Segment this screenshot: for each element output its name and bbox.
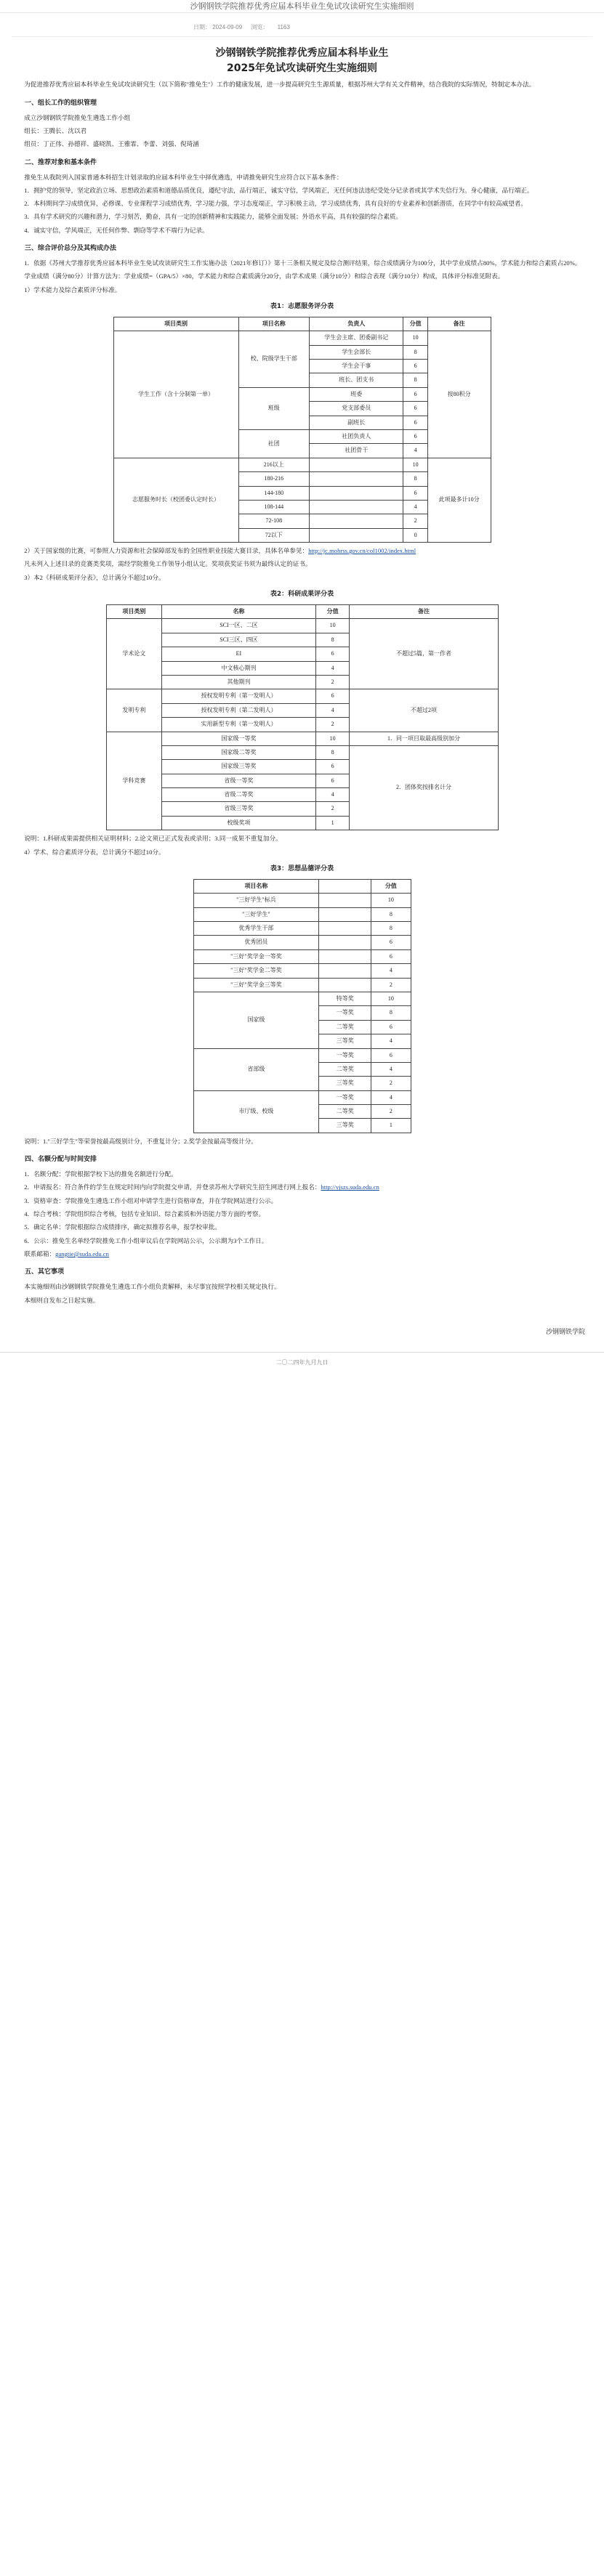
t1-cell: 0 — [403, 528, 427, 542]
note-3: 说明：1.科研成果需提供相关证明材料；2.论文须已正式发表或录用；3.同一成果不重复加分。 — [24, 835, 282, 843]
t1-cell: 社团负责人 — [310, 430, 403, 444]
t3-cell — [319, 907, 371, 921]
t3-cell: 6 — [371, 936, 411, 949]
t1-cell: 学生会干事 — [310, 360, 403, 373]
t1-cell — [310, 500, 403, 514]
section-4-heading: 四、名额分配与时间安排 — [25, 1156, 97, 1164]
t2-cell: SCI一区、二区 — [162, 619, 315, 633]
t2-cell: 中文核心期刊 — [162, 661, 315, 675]
t1-cell: 按80积分 — [427, 331, 491, 458]
t1-cell: 副班长 — [310, 416, 403, 429]
t3-cell: "三好"奖学金二等奖 — [193, 964, 319, 978]
t1-cell: 10 — [403, 331, 427, 345]
t3-cell — [319, 949, 371, 963]
t1-cell: 社团骨干 — [310, 444, 403, 458]
t2-cell: 2 — [315, 718, 350, 732]
t3-cell — [319, 922, 371, 936]
t1-cell: 72-108 — [238, 514, 309, 528]
t3-cell: 8 — [371, 1006, 411, 1020]
t2-cell: 8 — [315, 633, 350, 647]
t2-row — [106, 619, 498, 633]
meta-views: 1163 — [277, 24, 290, 31]
t2-cell: 8 — [315, 745, 350, 759]
t1-cell: 班级 — [238, 387, 309, 429]
s4-p4: 4．综合考核：学院组织综合考核，包括专业知识、综合素质和外语能力等方面的考察。 — [24, 1210, 265, 1218]
t1-cell: 72以下 — [238, 528, 309, 542]
t3-row — [193, 964, 411, 978]
t2-cell: 2 — [315, 675, 350, 689]
contact-label: 联系邮箱： — [24, 1249, 56, 1257]
t1-cell: 4 — [403, 444, 427, 458]
document-title — [12, 46, 592, 76]
t2-cell: 6 — [315, 774, 350, 787]
t3-cell: 6 — [371, 1048, 411, 1062]
t2-row — [106, 732, 498, 745]
t2-header-row — [106, 605, 498, 619]
t3-cell: 三等奖 — [319, 1119, 371, 1133]
t2-cell: 实用新型专利（第一发明人） — [162, 718, 315, 732]
t1-cell: 班长、团支书 — [310, 373, 403, 387]
t1-cell: 6 — [403, 402, 427, 416]
mohrss-link[interactable]: http://jc.mohrss.gov.cn/col1002/index.html — [308, 547, 416, 555]
t2-header-cell: 分值 — [315, 605, 350, 619]
note-4: 说明：1."三好学生"等荣誉按最高级别计分，不重复计分；2.奖学金按最高等级计分。 — [24, 1137, 257, 1145]
t3-row — [193, 1090, 411, 1104]
s4-p2 — [12, 1183, 592, 1192]
t3-row — [193, 936, 411, 949]
t1-cell: 校、院级学生干部 — [238, 331, 309, 388]
t1-header-cell: 项目类别 — [113, 317, 238, 331]
t1-cell: 6 — [403, 360, 427, 373]
note-1-text: 2）关于国家级的比赛，可参照人力资源和社会保障部发布的全国性职业技能大赛目录，具体名单参见： — [24, 547, 309, 555]
t2-cell: 省级一等奖 — [162, 774, 315, 787]
t1-cell: 学生会主席、团委副书记 — [310, 331, 403, 345]
t3-cell: "三好"奖学金三等奖 — [193, 978, 319, 992]
t2-cell: 不超过2项 — [350, 689, 498, 732]
title-line-1: 沙钢钢铁学院推荐优秀应届本科毕业生 — [215, 47, 389, 60]
s1-p2: 组长：王腾长、沈以君 — [24, 126, 87, 134]
t1-cell: 10 — [403, 458, 427, 471]
s2-p2: 1．拥护党的领导，坚定政治立场、思想政治素质和道德品质优良，遵纪守法，品行端正，诚实守信，学风端正，无任何违法违纪受处分记录者或其学术失信行为。身心健康，品行端正。 — [24, 186, 533, 194]
t3-cell: 二等奖 — [319, 1062, 371, 1076]
t3-row — [193, 978, 411, 992]
t3-cell: 优秀团员 — [193, 936, 319, 949]
t2-cell: 4 — [315, 703, 350, 717]
s5-p1: 本实施细则由沙钢钢铁学院推免生遴选工作小组负责解释，未尽事宜按照学校相关规定执行。 — [24, 1283, 281, 1291]
t2-cell: 6 — [315, 689, 350, 703]
t2-cell: 4 — [315, 788, 350, 802]
t2-cell: 国家级二等奖 — [162, 745, 315, 759]
t3-row — [193, 992, 411, 1005]
t3-row — [193, 949, 411, 963]
t2-cell: EI — [162, 647, 315, 661]
s3-p1: 1．依据《苏州大学推荐优秀应届本科毕业生免试攻读研究生工作实施办法（2021年修订）》第十三条相关规定及综合测评结果，综合成绩满分为100分，其中学业成绩占80%，学术能力和综合素质占20%。 — [24, 259, 581, 267]
t1-header-cell: 项目名称 — [238, 317, 309, 331]
s4-p6: 6．公示：推免生名单经学院推免工作小组审议后在学院网站公示，公示期为3个工作日。 — [24, 1236, 268, 1244]
issuing-org: 沙钢钢铁学院 — [545, 1327, 585, 1335]
article-meta — [12, 23, 592, 37]
page-footer: 二〇二四年九月九日 — [0, 1352, 604, 1374]
s3-p2: 学业成绩（满分80分）计算方法为：学业成绩=（GPA/5）×80，学术能力和综合素质满分20分，由学术成果（满分10分）和综合表现（满分10分）构成，具体评分标准见附表。 — [24, 272, 504, 280]
t1-header-cell: 负责人 — [310, 317, 403, 331]
t1-cell: 社团 — [238, 430, 309, 458]
t1-cell: 6 — [403, 416, 427, 429]
t3-cell: 二等奖 — [319, 1105, 371, 1119]
t1-header-cell: 备注 — [427, 317, 491, 331]
section-3-heading: 三、综合评价总分及其构成办法 — [25, 245, 117, 253]
t3-cell: 4 — [371, 964, 411, 978]
t1-cell: 党支部委员 — [310, 402, 403, 416]
t2-header-cell: 项目类别 — [106, 605, 162, 619]
t3-cell: 4 — [371, 1090, 411, 1104]
s4-p1: 1．名额分配：学院根据学校下达的推免名额进行分配。 — [24, 1170, 177, 1178]
t3-cell: 4 — [371, 1034, 411, 1048]
t3-row — [193, 894, 411, 907]
t1-cell: 4 — [403, 500, 427, 514]
t3-cell: 二等奖 — [319, 1020, 371, 1034]
t2-cell: 不超过5篇，第一作者 — [350, 619, 498, 689]
page-top-title: 沙钢钢铁学院推荐优秀应届本科毕业生免试攻读研究生实施细则 — [0, 0, 604, 13]
t2-cell: 国家级三等奖 — [162, 760, 315, 774]
t2-cell: 授权发明专利（第二发明人） — [162, 703, 315, 717]
s2-p1: 推免生从我院列入国家普通本科招生计划录取的应届本科毕业生中择优遴选，申请推免研究生应符合以下基本条件： — [24, 173, 343, 181]
t3-cell: 10 — [371, 992, 411, 1005]
t1-cell — [310, 528, 403, 542]
table-3-title: 表3：思想品德评分表 — [270, 864, 334, 872]
t1-cell: 学生会部长 — [310, 345, 403, 359]
t1-row — [113, 458, 491, 471]
t3-header-cell: 分值 — [371, 879, 411, 893]
t2-cell: 其他期刊 — [162, 675, 315, 689]
t1-cell: 此项最多计10分 — [427, 458, 491, 542]
t3-row — [193, 922, 411, 936]
t2-cell: 4 — [315, 661, 350, 675]
t3-cell — [319, 894, 371, 907]
t1-row — [113, 331, 491, 345]
t2-cell: 10 — [315, 619, 350, 633]
t1-header-row — [113, 317, 491, 331]
article-page — [0, 23, 604, 1337]
t3-cell: 一等奖 — [319, 1048, 371, 1062]
s4-p2-text: 2．申请报名：符合条件的学生在规定时间内向学院提交申请，并登录苏州大学研究生招生网进行网上报名： — [24, 1183, 321, 1191]
t1-cell: 8 — [403, 345, 427, 359]
t2-row — [106, 689, 498, 703]
s4-p3: 3．资格审查：学院推免生遴选工作小组对申请学生进行资格审查，并在学院网站进行公示。 — [24, 1196, 278, 1204]
t1-cell: 班委 — [310, 387, 403, 401]
t2-row — [106, 745, 498, 759]
t2-cell: 2 — [315, 802, 350, 816]
s2-p4: 3．具有学术研究的兴趣和潜力，学习刻苦，勤奋，具有一定的创新精神和实践能力，能够全面发展；外语水平高，具有较强的综合素质。 — [24, 213, 403, 221]
t3-header-cell: 项目名称 — [193, 879, 319, 893]
section-5-heading: 五、其它事项 — [25, 1268, 65, 1276]
t1-cell — [310, 472, 403, 486]
s5-p2: 本细则自发布之日起实施。 — [24, 1296, 100, 1304]
meta-views-label: 浏览： — [251, 24, 269, 31]
research-score-table — [106, 604, 499, 830]
t2-cell: 1．同一项目取最高级别加分 — [350, 732, 498, 745]
t2-cell: 6 — [315, 647, 350, 661]
s4-p5: 5．确定名单：学院根据综合成绩排序，确定拟推荐名单，报学校审批。 — [24, 1223, 221, 1231]
note-1 — [12, 546, 592, 556]
t3-cell: 6 — [371, 949, 411, 963]
yjszs-link[interactable]: http://yjszs.suda.edu.cn — [321, 1183, 379, 1191]
volunteer-score-table — [113, 317, 491, 543]
t3-cell: 优秀学生干部 — [193, 922, 319, 936]
t1-cell: 8 — [403, 472, 427, 486]
section-2-heading: 二、推荐对象和基本条件 — [25, 158, 97, 166]
t3-cell: 2 — [371, 1077, 411, 1090]
t2-cell: 2．团体奖按排名计分 — [350, 745, 498, 830]
t3-cell: 国家级 — [193, 992, 319, 1048]
t2-cell: 10 — [315, 732, 350, 745]
t3-cell: 省部级 — [193, 1048, 319, 1090]
moral-score-table — [193, 879, 411, 1133]
t3-cell: 10 — [371, 894, 411, 907]
t3-cell: 一等奖 — [319, 1090, 371, 1104]
t3-header-row — [193, 879, 411, 893]
t2-cell: 6 — [315, 760, 350, 774]
email-link[interactable]: gangtie@suda.edu.cn — [55, 1249, 109, 1257]
t2-header-cell: 备注 — [350, 605, 498, 619]
title-line-2: 2025年免试攻读研究生实施细则 — [227, 62, 377, 75]
s2-p5: 4．诚实守信，学风端正，无任何作弊、剽窃等学术不端行为记录。 — [24, 226, 209, 234]
t3-cell — [319, 964, 371, 978]
t1-cell: 8 — [403, 373, 427, 387]
table-2-title: 表2：科研成果评分表 — [270, 591, 334, 599]
t2-cell: 校级奖项 — [162, 816, 315, 830]
t3-cell: 一等奖 — [319, 1006, 371, 1020]
s2-p3: 2．本科期间学习成绩优异，必修课、专业课程学习成绩优秀，学习能力强，学习态度端正，学习积极主动，学习成绩优秀，具有良好的专业素养和创新潜质，在同学中有较高威望者。 — [24, 200, 527, 208]
t2-cell: SCI三区、四区 — [162, 633, 315, 647]
t3-cell: 1 — [371, 1119, 411, 1133]
t1-cell — [310, 514, 403, 528]
t1-cell: 216以上 — [238, 458, 309, 471]
t3-cell: 三等奖 — [319, 1077, 371, 1090]
t2-cell: 授权发明专利（第一发明人） — [162, 689, 315, 703]
t2-cell: 1 — [315, 816, 350, 830]
s3-p3: 1）学术能力及综合素质评分标准。 — [24, 285, 121, 293]
s3-p4: 3）本2《科研成果评分表》，总计满分不超过10分。 — [24, 573, 165, 581]
t3-cell: 特等奖 — [319, 992, 371, 1005]
t2-cell: 省级三等奖 — [162, 802, 315, 816]
s1-p1: 成立沙钢钢铁学院推免生遴选工作小组 — [24, 113, 131, 121]
t3-row — [193, 907, 411, 921]
t1-cell: 学生工作（含十分制第一单） — [113, 331, 238, 458]
t3-row — [193, 1048, 411, 1062]
t1-cell: 2 — [403, 514, 427, 528]
t1-cell: 180-216 — [238, 472, 309, 486]
s3-p5: 4）学术、综合素质评分表，总计满分不超过10分。 — [24, 848, 165, 856]
t3-cell: 8 — [371, 907, 411, 921]
t1-header-cell: 分值 — [403, 317, 427, 331]
t3-cell: 2 — [371, 978, 411, 992]
t3-cell: 三等奖 — [319, 1034, 371, 1048]
t3-cell: 2 — [371, 1105, 411, 1119]
t1-cell: 6 — [403, 486, 427, 500]
t1-cell: 6 — [403, 430, 427, 444]
t1-cell: 108-144 — [238, 500, 309, 514]
t3-cell: 市厅级、校级 — [193, 1090, 319, 1133]
t3-cell: "三好学生" — [193, 907, 319, 921]
t3-cell — [319, 978, 371, 992]
t3-cell: "三好"奖学金一等奖 — [193, 949, 319, 963]
intro-paragraph: 为促进推荐优秀应届本科毕业生免试攻读研究生（以下简称"推免生"）工作的健康发展，进一步提高研究生生源质量，根据苏州大学有关文件精神，结合我院的实际情况，特制定本办法。 — [24, 81, 536, 89]
t3-cell — [319, 936, 371, 949]
t3-cell: 6 — [371, 1020, 411, 1034]
t3-cell: 8 — [371, 922, 411, 936]
t2-cell: 学术论文 — [106, 619, 162, 689]
t1-cell — [310, 458, 403, 471]
section-1-heading: 一、组长工作的组织管理 — [25, 99, 97, 107]
t2-cell: 学科竞赛 — [106, 732, 162, 830]
t2-cell: 国家级一等奖 — [162, 732, 315, 745]
t1-cell: 志愿服务时长（校团委认定时长） — [113, 458, 238, 542]
t1-cell: 144-180 — [238, 486, 309, 500]
t3-cell: 4 — [371, 1062, 411, 1076]
t3-header-cell — [319, 879, 371, 893]
t3-cell: "三好学生"标兵 — [193, 894, 319, 907]
t1-cell — [310, 486, 403, 500]
note-2: 凡未列入上述目录的竞赛类奖项，需经学院推免工作领导小组认定。奖项获奖证书须为最终认定的证书。 — [24, 560, 312, 568]
t2-header-cell: 名称 — [162, 605, 315, 619]
t2-cell: 发明专利 — [106, 689, 162, 732]
t1-cell: 6 — [403, 387, 427, 401]
t2-cell: 省级二等奖 — [162, 788, 315, 802]
contact-line — [12, 1249, 592, 1259]
meta-date: 日期： 2024-09-09 — [193, 24, 243, 31]
table-1-title: 表1：志愿服务评分表 — [270, 302, 334, 310]
s1-p3: 组员：丁正伟、孙德祥、盛晓凯、王雅霏、李蕾、刘强、倪琦涵 — [24, 140, 199, 148]
